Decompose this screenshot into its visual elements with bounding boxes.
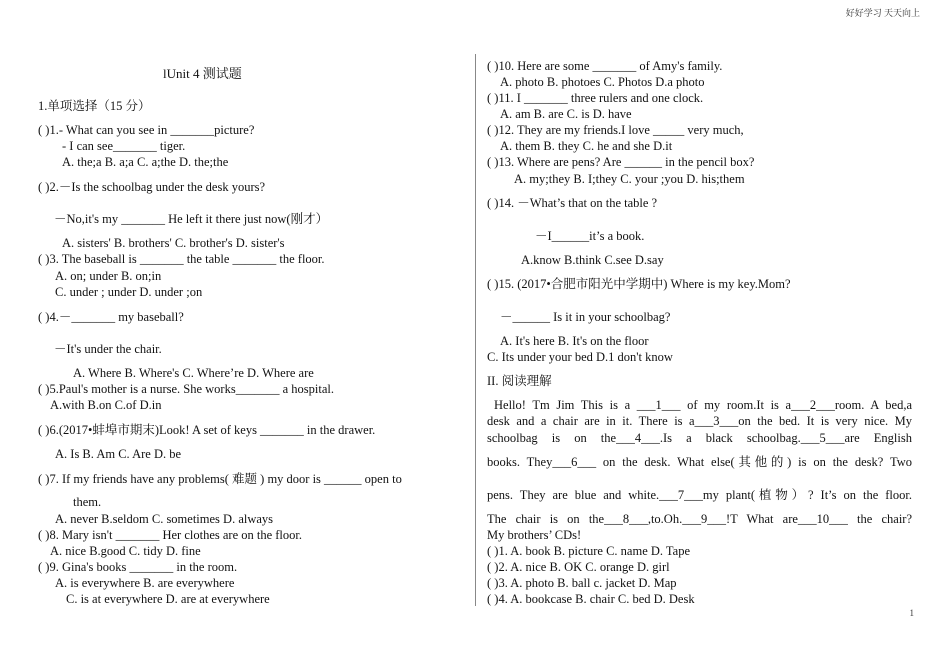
question-5-options: A.with B.on C.of D.in <box>50 398 162 412</box>
question-5: ( )5.Paul's mother is a nurse. She works_______ a hospital. <box>38 382 334 396</box>
question-2-answer-line: －No,it's my _______ He left it there just now(刚才） <box>54 212 329 226</box>
question-11-options: A. am B. are C. is D. have <box>500 107 632 121</box>
question-7-options: A. never B.seldom C. sometimes D. always <box>55 512 274 526</box>
question-1: ( )1.- What can you see in _______picture? <box>38 123 255 137</box>
question-7-continued: them. <box>73 495 102 509</box>
passage-line-7: My brothers’ CDs! <box>487 528 582 542</box>
question-3-options-row-2: C. under ; under D. under ;on <box>55 285 203 299</box>
question-14-answer-line: －I______it’s a book. <box>535 229 645 243</box>
question-8: ( )8. Mary isn't _______ Her clothes are on the floor. <box>38 528 302 542</box>
question-3-options-row-1: A. on; under B. on;in <box>55 269 162 283</box>
reading-question-4: ( )4. A. bookcase B. chair C. bed D. Desk <box>487 592 695 606</box>
column-divider <box>475 54 476 606</box>
question-14: ( )14. －What’s that on the table ? <box>487 196 658 210</box>
question-15: ( )15. (2017•合肥市阳光中学期中) Where is my key.Mom? <box>487 277 791 291</box>
question-3: ( )3. The baseball is _______ the table _______ the floor. <box>38 252 325 266</box>
question-12-options: A. them B. they C. he and she D.it <box>500 139 673 153</box>
question-12: ( )12. They are my friends.I love _____ very much, <box>487 123 744 137</box>
question-8-options: A. nice B.good C. tidy D. fine <box>50 544 201 558</box>
question-1-options: A. the;a B. a;a C. a;the D. the;the <box>62 155 229 169</box>
page-number: 1 <box>909 608 914 618</box>
passage-line-5: pens. They are blue and white.___7___my plant(植物）? It’s on the floor. <box>487 488 912 502</box>
question-4-options: A. Where B. Where's C. Where’re D. Where are <box>73 366 314 380</box>
question-9-options-row-1: A. is everywhere B. are everywhere <box>55 576 235 590</box>
question-9-options-row-2: C. is at everywhere D. are at everywhere <box>66 592 270 606</box>
reading-question-2: ( )2. A. nice B. OK C. orange D. girl <box>487 560 670 574</box>
passage-line-4: books. They___6___ on the desk. What else(其他的) is on the desk? Two <box>487 455 912 469</box>
passage-line-6: The chair is on the___8___,to.Oh.___9___!T What are___10___ the chair? <box>487 512 912 526</box>
passage-line-1: Hello! Tm Jim This is a ___1___ of my room.It is a___2___room. A bed,a <box>494 398 912 412</box>
question-15-answer-line: －______ Is it in your schoolbag? <box>500 310 671 324</box>
question-4: ( )4.－_______ my baseball? <box>38 310 184 324</box>
question-10: ( )10. Here are some _______ of Amy's family. <box>487 59 723 73</box>
reading-question-1: ( )1. A. book B. picture C. name D. Tape <box>487 544 691 558</box>
question-7: ( )7. If my friends have any problems( 难题 ) my door is ______ open to <box>38 472 402 486</box>
section-heading-1: 1.单项选择（15 分） <box>38 99 151 113</box>
question-15-options-row-2: C. Its under your bed D.1 don't know <box>487 350 673 364</box>
passage-line-2: desk and a chair are in it. There is a___3___on the bed. It is very nice. My <box>487 414 912 428</box>
header-motto: 好好学习 天天向上 <box>845 8 920 18</box>
question-4-answer-line: －It's under the chair. <box>54 342 162 356</box>
question-6-options: A. Is B. Am C. Are D. be <box>55 447 182 461</box>
question-6: ( )6.(2017•蚌埠市期末)Look! A set of keys _______ in the drawer. <box>38 423 376 437</box>
question-13-options: A. my;they B. I;they C. your ;you D. his;them <box>514 172 745 186</box>
page-title: lUnit 4 测试题 <box>163 66 242 81</box>
section-heading-2: II. 阅读理解 <box>487 374 552 388</box>
question-9: ( )9. Gina's books _______ in the room. <box>38 560 238 574</box>
question-14-options: A.know B.think C.see D.say <box>521 253 664 267</box>
question-11: ( )11. I _______ three rulers and one clock. <box>487 91 704 105</box>
reading-question-3: ( )3. A. photo B. ball c. jacket D. Map <box>487 576 677 590</box>
question-2-options: A. sisters' B. brothers' C. brother's D. sister's <box>62 236 285 250</box>
passage-line-3: schoolbag is on the___4___.Is a black schoolbag.___5___are English <box>487 431 912 445</box>
question-1-answer-line: - I can see_______ tiger. <box>62 139 186 153</box>
question-13: ( )13. Where are pens? Are ______ in the pencil box? <box>487 155 755 169</box>
question-15-options-row-1: A. It's here B. It's on the floor <box>500 334 649 348</box>
question-10-options: A. photo B. photoes C. Photos D.a photo <box>500 75 705 89</box>
question-2: ( )2.－Is the schoolbag under the desk yours? <box>38 180 266 194</box>
